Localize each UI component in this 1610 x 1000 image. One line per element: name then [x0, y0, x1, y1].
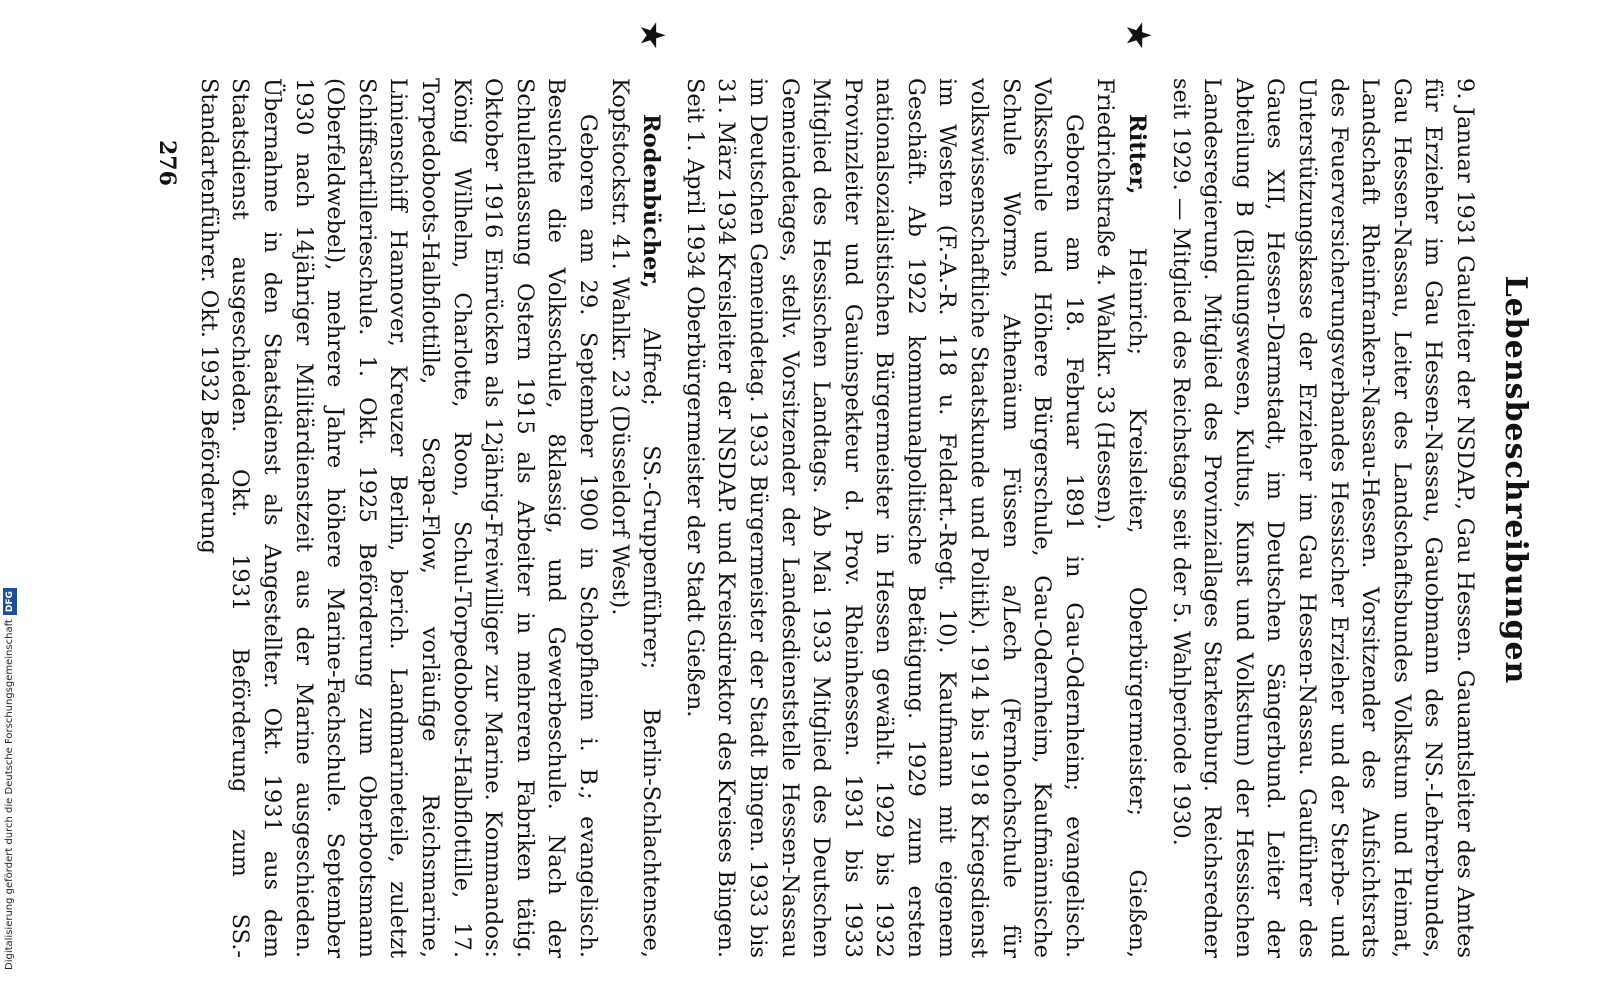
- entry-ritter: [678, 20, 1159, 958]
- entry-ritter-details: Heinrich; Kreisleiter, Oberbürgermeister; Gießen, Friedrichstraße 4. Wahlkr. 33 (Hessen).: [1092, 78, 1151, 958]
- page-number: 276: [154, 140, 180, 186]
- digitization-credit-text: [0, 590, 20, 970]
- page-header: Lebensbeschreibungen: [1498, 275, 1533, 685]
- entry-ritter-name: Ritter,: [1124, 114, 1151, 195]
- entry-rodenbuecher-details: Alfred; SS.-Gruppenführer; Berlin-Schlachtensee, Kopfstockstr. 41. Wahlkr. 23 (Düsseldorf West).: [606, 78, 665, 958]
- entry-rodenbuecher-name: Rodenbücher,: [638, 114, 665, 289]
- digitization-credit: [0, 590, 20, 970]
- entry-ritter-bio: Geboren am 18. Februar 1891 in Gau-Odernheim; evangelisch. Volksschule und Höhere Bürgerschule, Gau-Odernheim, Kaufmännische Schule Worms, Athenäum Füssen a/Lech (Fernhochschule für volkswissenschaftliche Staatskunde und Politik). 1914 bis 1918 Kriegsdienst im Westen (F.-A.-R. 118 u. Feldart.-Regt. 10). Kaufmann mit eigenem Geschäft. Ab 1922 kommunalpolitische Betätigung. 1929 zum ersten nationalsozialistischen Bürgermeister in Hessen gewählt. 1929 bis 1932 Provinzleiter und Gauinspekteur d. Prov. Rheinhessen. 1931 bis 1933 Mitglied des Hessischen Landtags. Ab Mai 1933 Mitglied des Deutschen Gemeindetages, stellv. Vorsitzender der Landesdienststelle Hessen-Nassau im Deutschen Gemeindetag. 1933 Bürgermeister der Stadt Bingen. 1933 bis 31. März 1934 Kreisleiter der NSDAP. und Kreisdirektor des Kreises Bingen. Seit 1. April 1934 Oberbürgermeister der Stadt Gießen.: [681, 78, 1087, 958]
- credit-text: Digitalisierung gefördert durch die Deutsche Forschungsgemeinschaft: [4, 619, 15, 970]
- entry-continuation: 9. Januar 1931 Gauleiter der NSDAP., Gau Hessen. Gauamtsleiter des Amtes für Erzieher im Gau Hessen-Nassau, Gauobmann des NS.-Lehrerbundes, Gau Hessen-Nassau, Leiter des Landschaftsbundes Volkstum und Heimat, Landschaft Rheinfranken-Nassau-Hessen. Vorsitzender des Aufsichtsrats des Feuerversicherungsverbandes Hessischer Erzieher und der Sterbe- und Unterstützungskasse der Erzieher im Gau Hessen-Nassau. Gauführer des Gaues XII, Hessen-Darmstadt, im Deutschen Sängerbund. Leiter der Abteilung B (Bildungswesen, Kultus, Kunst und Volkstum) der Hessischen Landesregierung. Mitglied des Provinziallages Starkenburg. Reichsredner seit 1929. — Mitglied des Reichstags seit der 5. Wahlperiode 1930.: [1167, 78, 1478, 958]
- entry-rodenbuecher-bio: Geboren am 29. September 1900 in Schopfheim i. B.; evangelisch. Besuchte die Volksschule, 8klassig, und Gewerbeschule. Nach der Schulentlassung Ostern 1915 als Arbeiter in mehreren Fabriken tätig. Oktober 1916 Einrücken als 12jährig-Freiwilliger zur Marine. Kommandos: König Wilhelm, Charlotte, Roon, Schul-Torpedoboots-Halbflottille, 17. Torpedoboots-Halbflottille, Scapa-Flow, vorläufige Reichsmarine, Linienschiff Hannover, Kreuzer Berlin, berich. Landmarineteile, zuletzt Schiffsartillerieschule. 1. Okt. 1925 Beförderung zum Oberbootsmann (Oberfeldwebel), mehrere Jahre höhere Marine-Fachschule. September 1930 nach 14jähriger Militärdienstzeit aus der Marine ausgeschieden. Übernahme in den Staatsdienst als Angestellter. Okt. 1931 aus dem Staatsdienst ausgeschieden. Okt. 1931 Beförderung zum SS.-Standartenführer. Okt. 1932 Beförderung: [195, 78, 601, 958]
- entry-rodenbuecher-headline: [603, 78, 666, 958]
- dfg-logo-icon: DFG: [3, 588, 17, 615]
- document-body: [192, 20, 1480, 958]
- rotated-document-page: [130, 0, 1550, 1000]
- star-icon: ★: [1118, 20, 1159, 51]
- entry-ritter-headline: [1089, 78, 1152, 958]
- star-icon: ★: [632, 20, 673, 51]
- entry-rodenbuecher: [192, 20, 673, 958]
